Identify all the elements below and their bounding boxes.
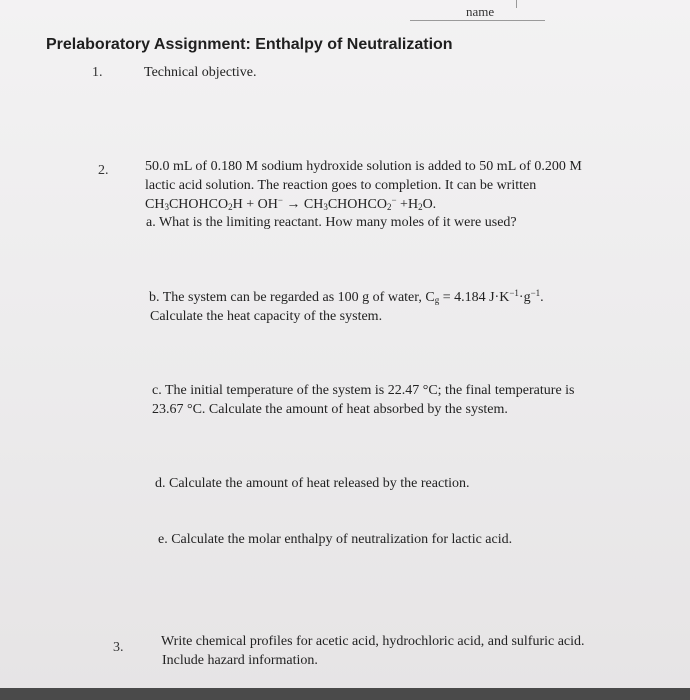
name-label: name — [466, 4, 495, 19]
page-edge-shadow — [0, 688, 690, 700]
question-2b-line-1: b. The system can be regarded as 100 g of water, $C_g = 4.184$ $J\cdot K^{-1}\cdot g^{-1}$. — [149, 288, 544, 305]
name-line-tick — [516, 0, 517, 8]
reaction-equation: $CH_3CHOHCO_2H + OH^-$ → $CH_3CHOHCO_2^- +H_2O$. — [145, 195, 437, 212]
question-3-line-2: Include hazard information. — [162, 653, 318, 668]
name-line — [410, 20, 545, 21]
question-3-number: 3. — [113, 640, 124, 655]
question-2c-line-1: c. The initial temperature of the system is 22.47 °C; the final temperature is — [152, 383, 575, 398]
question-2-number: 2. — [98, 163, 109, 178]
question-2d: d. Calculate the amount of heat released by the reaction. — [155, 476, 470, 491]
question-2-line-2: lactic acid solution. The reaction goes to completion. It can be written — [145, 178, 537, 193]
question-2c-line-2: 23.67 °C. Calculate the amount of heat absorbed by the system. — [152, 402, 508, 417]
question-1-number: 1. — [92, 65, 103, 80]
question-3-line-1: Write chemical profiles for acetic acid, hydrochloric acid, and sulfuric acid. — [161, 634, 585, 649]
question-2e: e. Calculate the molar enthalpy of neutralization for lactic acid. — [158, 532, 513, 547]
question-2a: a. What is the limiting reactant. How many moles of it were used? — [146, 215, 517, 230]
question-2-line-1: 50.0 mL of 0.180 M sodium hydroxide solution is added to 50 mL of 0.200 M — [145, 159, 582, 174]
page-title: Prelaboratory Assignment: Enthalpy of Neutralization — [46, 36, 453, 53]
question-1-text: Technical objective. — [144, 65, 257, 80]
question-2b-line-2: Calculate the heat capacity of the system. — [150, 309, 383, 324]
